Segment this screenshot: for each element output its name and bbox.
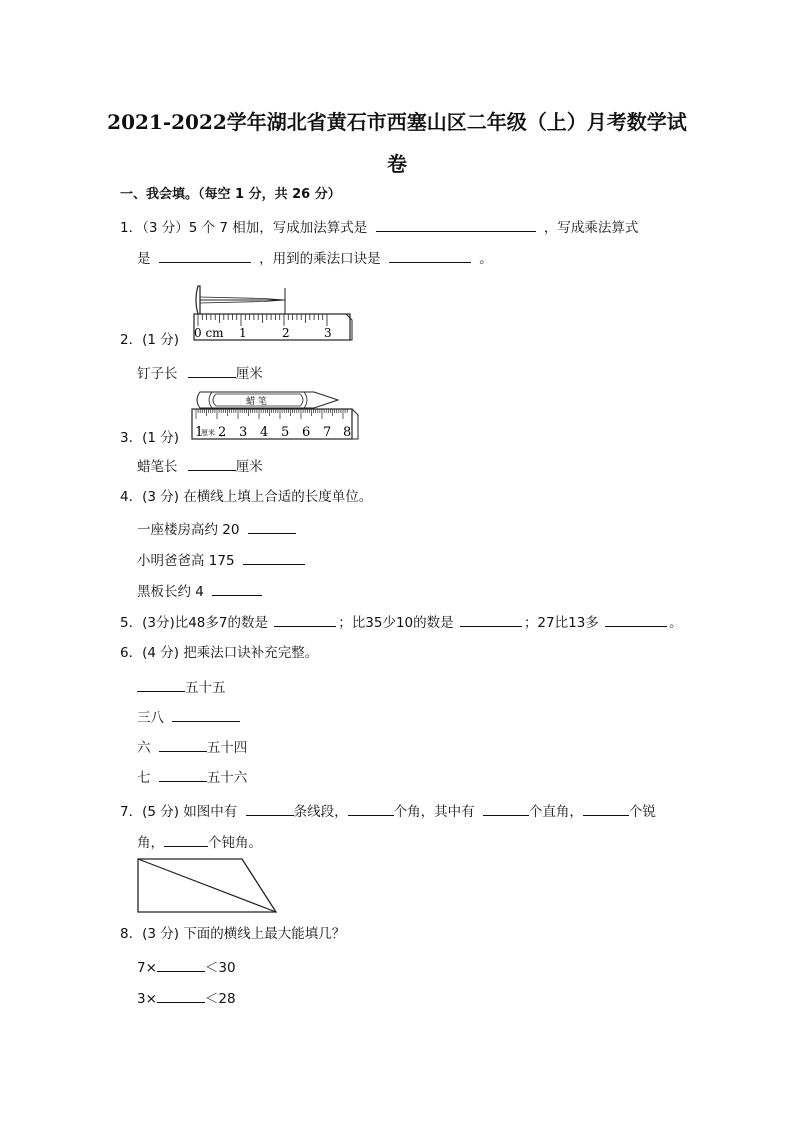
q5-text-c: ；27比13多 [523,615,599,631]
q8-blank-2[interactable] [157,988,205,1003]
question-8-number: 8．(3 分) 下面的横线上最大能填几？ [120,926,346,942]
q4-blank-1[interactable] [248,519,296,534]
q8-blank-1[interactable] [157,957,205,972]
q7-blank-acute-angles[interactable] [583,801,629,816]
question-7-line2 [137,832,262,852]
q8-line-1-text-a: 7× [137,960,157,976]
ruler3-label-4: 4 [260,425,269,440]
question-1-line1 [120,217,638,237]
question-2-answer-line [137,363,263,383]
question-6-number: 6．(4 分) 把乘法口诀补充完整。 [120,645,319,661]
crayon-label: 蜡 笔 [246,397,267,407]
question-1-line2 [137,248,493,268]
q5-text-d: 。 [669,615,683,631]
nail-ruler-figure [186,282,358,344]
q1-text-e: 。 [479,251,493,267]
q2-unit: 厘米 [235,366,263,382]
q8-line-2-text-a: 3× [137,991,157,1007]
q7-text-b: 条线段， [293,804,348,820]
question-2-number: 2．(1 分) [120,332,180,348]
page-title-line1: 2021-2022学年湖北省黄石市西塞山区二年级（上）月考数学试 [107,110,687,134]
q6-line-4-text-a: 七 [137,770,151,786]
question-7-line1 [120,801,656,821]
q7-blank-segments[interactable] [246,801,294,816]
ruler3-label-2: 2 [218,425,227,440]
q3-text: 蜡笔长 [137,459,178,475]
q4-item-2-text: 小明爸爸高 175 [137,553,235,569]
q1-text-c: 是 [137,251,151,267]
q6-line-1-text: 五十五 [185,680,226,696]
q3-blank-crayon-length[interactable] [188,456,236,471]
q8-line-2 [137,988,236,1008]
q1-text-a: 1．（3 分）5 个 7 相加，写成加法算式是 [120,220,368,236]
q6-blank-1[interactable] [137,677,185,692]
q7-text-f: 角， [137,835,164,851]
q7-text-c: 个角，其中有 [393,804,475,820]
section-heading: 一、我会填。（每空 1 分，共 26 分） [120,187,341,202]
ruler3-label-unit: 厘米 [201,429,215,437]
q6-line-3 [137,737,247,757]
ruler3-label-1: 1 [195,425,204,440]
ruler-label-0: 0 cm [194,326,224,340]
q6-line-3-text-b: 五十四 [206,740,248,756]
diagonal-line [138,859,276,912]
q7-text-g: 个钝角。 [208,835,262,851]
q5-blank-1[interactable] [274,612,336,627]
q1-blank-multiplication[interactable] [159,248,251,263]
q7-blank-obtuse-angles[interactable] [164,832,208,847]
q6-line-2 [137,707,240,727]
q7-blank-right-angles[interactable] [483,801,529,816]
q2-text: 钉子长 [137,366,178,382]
q7-blank-angles[interactable] [348,801,394,816]
q4-item-3 [137,581,262,601]
ruler-label-3: 3 [324,326,332,340]
q7-text-a: 7．(5 分) 如图中有 [120,804,238,820]
q7-text-e: 个锐 [628,804,656,820]
q6-line-4 [137,767,247,787]
crayon-ruler-figure [186,386,362,444]
nail-head-icon [196,286,200,314]
q4-item-1 [137,519,296,539]
q8-line-1 [137,957,236,977]
ruler3-label-8: 8 [343,425,352,440]
q5-blank-2[interactable] [460,612,522,627]
q6-line-1 [137,677,226,697]
q6-blank-3[interactable] [159,737,207,752]
q1-blank-addition[interactable] [376,217,536,232]
q1-blank-rhyme[interactable] [389,248,471,263]
ruler3-label-6: 6 [302,425,311,440]
trapezoid-figure [136,857,280,915]
q5-blank-3[interactable] [605,612,667,627]
q3-unit: 厘米 [235,459,263,475]
q6-blank-4[interactable] [159,767,207,782]
q4-blank-2[interactable] [243,550,305,565]
question-3-answer-line [137,456,263,476]
q6-blank-2[interactable] [172,707,240,722]
q8-line-2-text-b: ＜28 [204,991,236,1007]
page-title-line2: 卷 [387,152,407,176]
ruler-label-2: 2 [282,326,290,340]
q6-line-4-text-b: 五十六 [206,770,248,786]
q6-line-3-text-a: 六 [137,740,151,756]
q5-text-b: ；比35少10的数是 [338,615,454,631]
ruler3-label-7: 7 [323,425,332,440]
q1-text-b: ，写成乘法算式 [543,220,639,236]
q2-blank-nail-length[interactable] [188,363,236,378]
q5-text-a: 5．(3分)比48多7的数是 [120,615,268,631]
q7-text-d: 个直角， [528,804,583,820]
q1-text-d: ，用到的乘法口诀是 [259,251,381,267]
q4-blank-3[interactable] [212,581,262,596]
q8-line-1-text-b: ＜30 [204,960,236,976]
question-5 [120,612,683,632]
ruler3-label-3: 3 [239,425,248,440]
q4-item-2 [137,550,305,570]
q4-item-1-text: 一座楼房高约 20 [137,522,240,538]
question-4-number: 4．(3 分) 在横线上填上合适的长度单位。 [120,489,373,505]
q4-item-3-text: 黑板长约 4 [137,584,204,600]
question-3-number: 3．(1 分) [120,430,180,446]
ruler-label-1: 1 [239,326,247,340]
q6-line-2-text: 三八 [137,710,164,726]
ruler3-label-5: 5 [281,425,290,440]
